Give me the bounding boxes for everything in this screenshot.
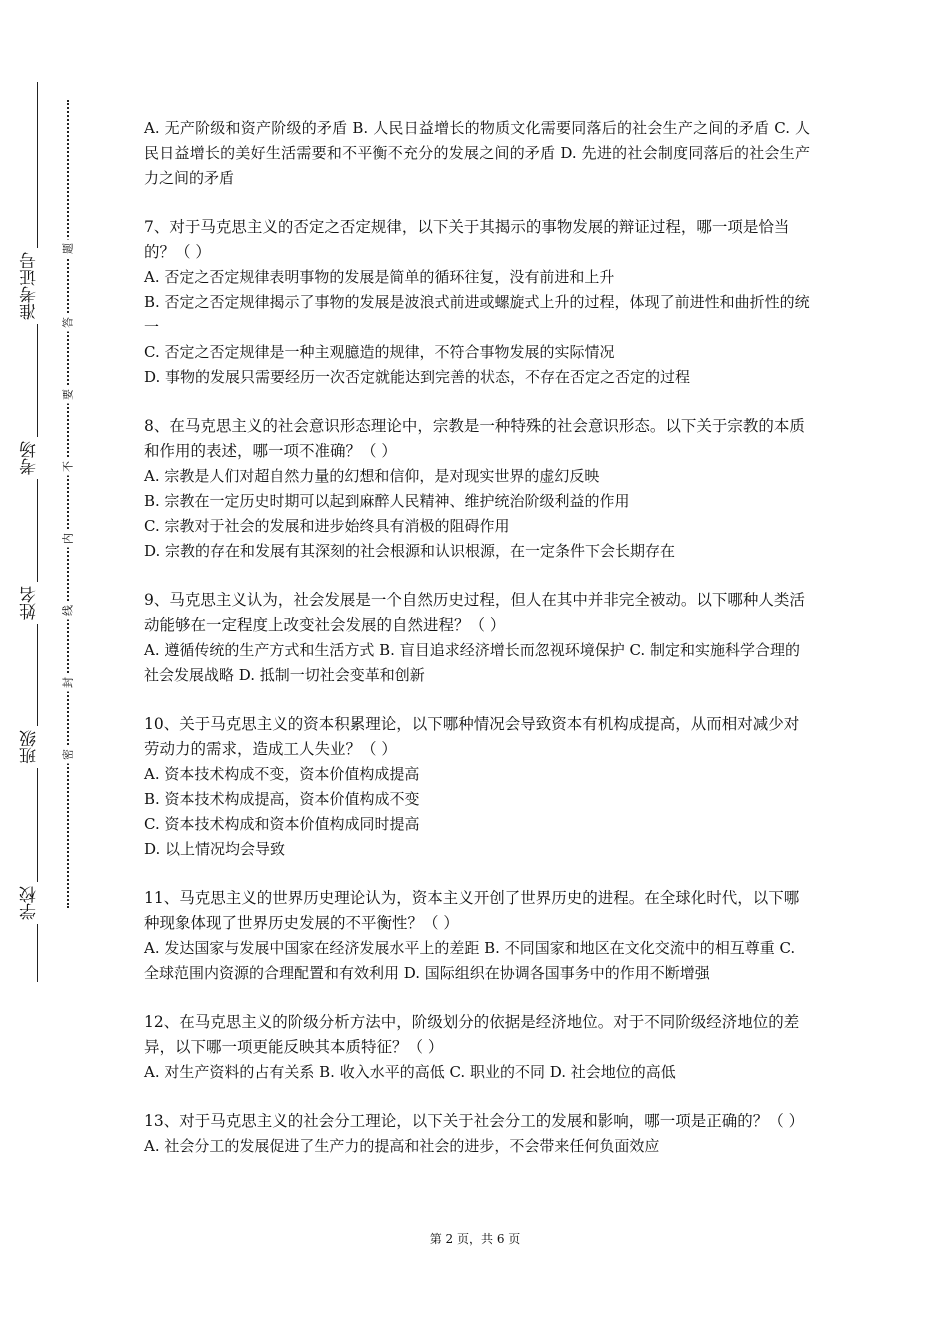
option-a: A. 资本技术构成不变，资本价值构成提高	[144, 765, 420, 783]
field-label-exam-number: 准考证号	[22, 248, 54, 324]
question-10	[144, 712, 810, 862]
option-a: A. 宗教是人们对超自然力量的幻想和信仰，是对现实世界的虚幻反映	[144, 467, 600, 485]
seal-char: 要	[62, 386, 75, 404]
options-inline: A. 遵循传统的生产方式和生活方式 B. 盲目追求经济增长而忽视环境保护 C. 制定和实施科学合理的社会发展战略 D. 抵制一切社会变革和创新	[144, 641, 800, 684]
binding-margin	[0, 0, 110, 1344]
option-c: C. 资本技术构成和资本价值构成同时提高	[144, 815, 420, 833]
question-stem: 8、在马克思主义的社会意识形态理论中，宗教是一种特殊的社会意识形态。以下关于宗教的本质和作用的表述，哪一项不准确？（ ）	[144, 417, 805, 460]
option-a: A. 否定之否定规律表明事物的发展是简单的循环往复，没有前进和上升	[144, 268, 615, 286]
question-stem: 13、对于马克思主义的社会分工理论，以下关于社会分工的发展和影响，哪一项是正确的？（ ）	[144, 1112, 805, 1130]
field-label-name: 姓名	[22, 582, 54, 624]
seal-char: 密	[62, 746, 75, 764]
option-c: C. 否定之否定规律是一种主观臆造的规律，不符合事物发展的实际情况	[144, 343, 615, 361]
seal-char: 线	[62, 602, 75, 620]
page-footer: 第 2 页，共 6 页	[429, 1232, 521, 1246]
question-11	[144, 886, 810, 986]
option-d: D. 宗教的存在和发展有其深刻的社会根源和认识根源，在一定条件下会长期存在	[144, 542, 676, 560]
seal-char: 题	[62, 240, 75, 258]
seal-char: 封	[62, 674, 75, 692]
binding-solid-line	[37, 82, 38, 982]
option-b: B. 否定之否定规律揭示了事物的发展是波浪式前进或螺旋式上升的过程，体现了前进性和曲折性的统一	[144, 293, 810, 336]
options-inline: A. 对生产资料的占有关系 B. 收入水平的高低 C. 职业的不同 D. 社会地位的高低	[144, 1063, 676, 1081]
option-a: A. 社会分工的发展促进了生产力的提高和社会的进步，不会带来任何负面效应	[144, 1137, 660, 1155]
continued-options-text: A. 无产阶级和资产阶级的矛盾 B. 人民日益增长的物质文化需要同落后的社会生产之间的矛盾 C. 人民日益增长的美好生活需要和不平衡不充分的发展之间的矛盾 D. 先进的社会制度同落后的社会生产力之间的矛盾	[144, 119, 810, 187]
question-stem: 9、马克思主义认为，社会发展是一个自然历史过程，但人在其中并非完全被动。以下哪种人类活动能够在一定程度上改变社会发展的自然进程？（ ）	[144, 591, 805, 634]
previous-question-options	[144, 116, 810, 191]
question-13	[144, 1109, 810, 1159]
question-stem: 11、马克思主义的世界历史理论认为，资本主义开创了世界历史的进程。在全球化时代，以下哪种现象体现了世界历史发展的不平衡性？（ ）	[144, 889, 800, 932]
question-8	[144, 414, 810, 564]
seal-char: 答	[62, 314, 75, 332]
seal-char: 内	[62, 530, 75, 548]
field-label-school: 学校	[22, 882, 54, 924]
options-inline: A. 发达国家与发展中国家在经济发展水平上的差距 B. 不同国家和地区在文化交流中的相互尊重 C. 全球范围内资源的合理配置和有效利用 D. 国际组织在协调各国事务中的作用不断增强	[144, 939, 796, 982]
option-b: B. 宗教在一定历史时期可以起到麻醉人民精神、维护统治阶级利益的作用	[144, 492, 630, 510]
option-d: D. 事物的发展只需要经历一次否定就能达到完善的状态，不存在否定之否定的过程	[144, 368, 691, 386]
question-7	[144, 215, 810, 390]
question-12	[144, 1010, 810, 1085]
field-label-exam-room: 考场	[22, 437, 54, 479]
seal-char: 不	[62, 458, 75, 476]
option-d: D. 以上情况均会导致	[144, 840, 286, 858]
seal-dotted-line	[67, 100, 69, 908]
option-c: C. 宗教对于社会的发展和进步始终具有消极的阻碍作用	[144, 517, 510, 535]
option-b: B. 资本技术构成提高，资本价值构成不变	[144, 790, 420, 808]
question-stem: 7、对于马克思主义的否定之否定规律，以下关于其揭示的事物发展的辩证过程，哪一项是恰当的？（ ）	[144, 218, 790, 261]
question-stem: 10、关于马克思主义的资本积累理论，以下哪种情况会导致资本有机构成提高，从而相对减少对劳动力的需求，造成工人失业？（ ）	[144, 715, 800, 758]
question-content	[144, 116, 810, 1183]
question-9	[144, 588, 810, 688]
question-stem: 12、在马克思主义的阶级分析方法中，阶级划分的依据是经济地位。对于不同阶级经济地位的差异，以下哪一项更能反映其本质特征？（ ）	[144, 1013, 800, 1056]
field-label-class: 班级	[22, 726, 54, 768]
